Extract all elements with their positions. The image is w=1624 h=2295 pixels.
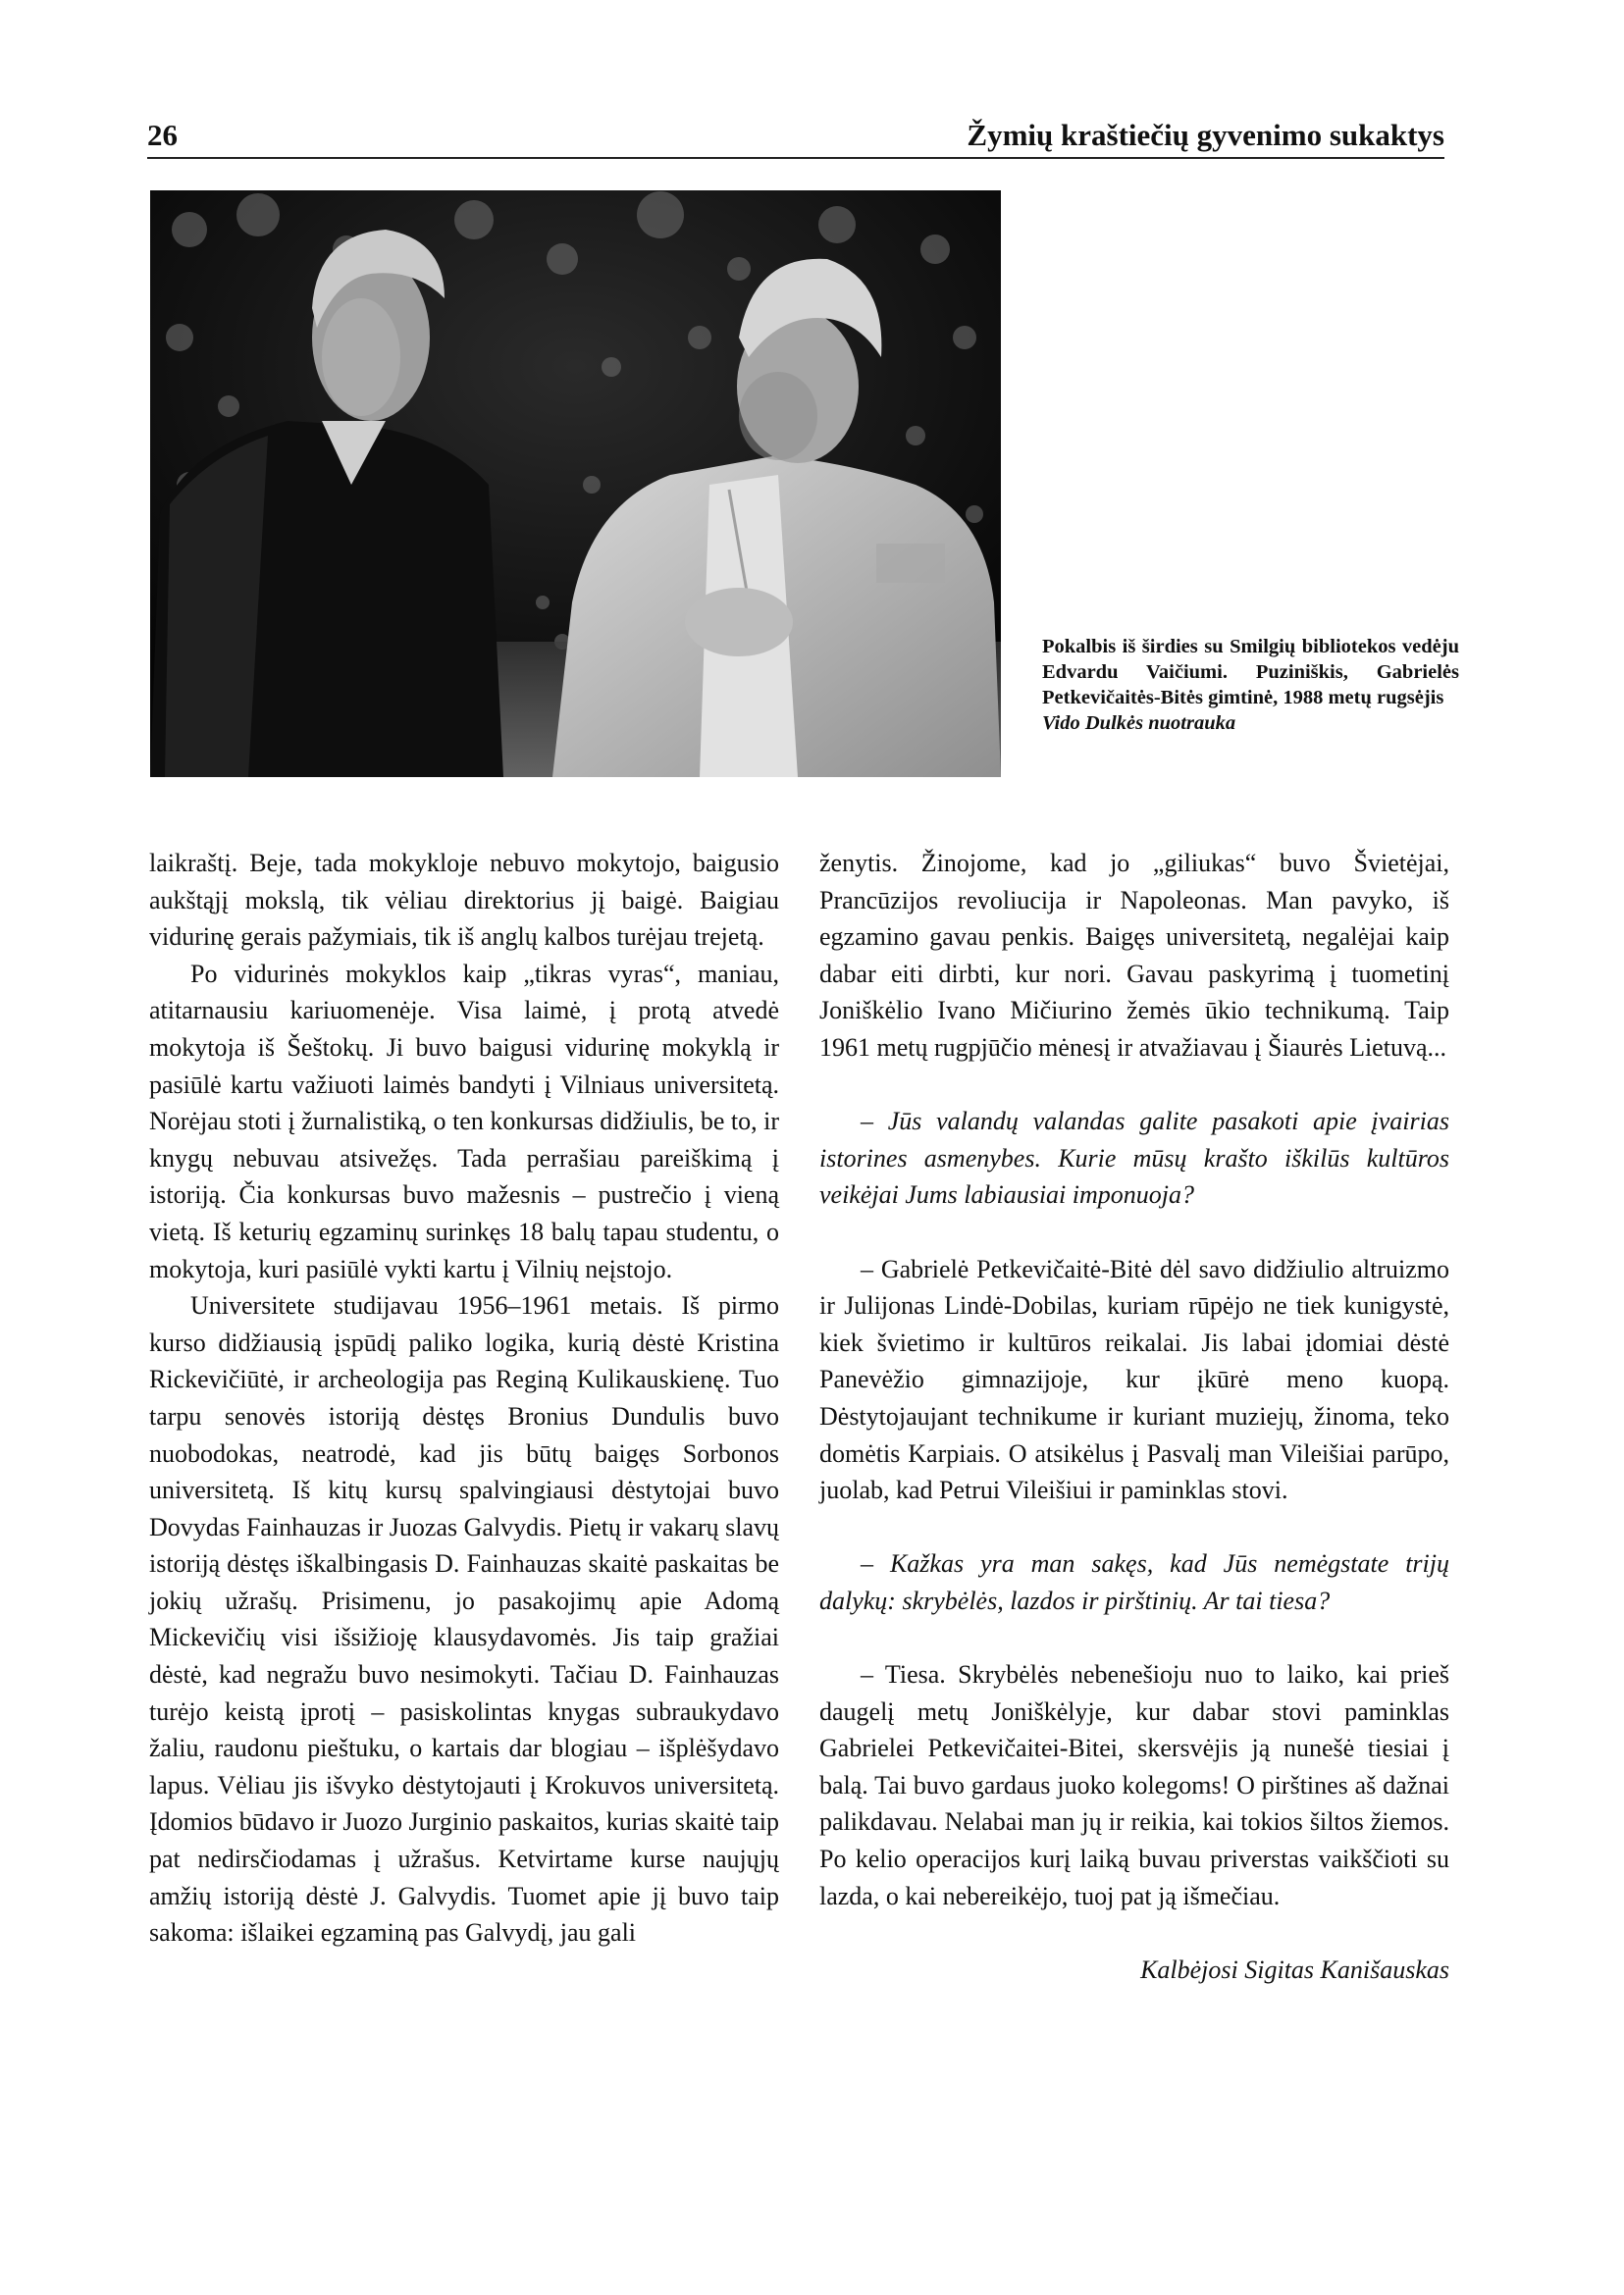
paragraph: laikraštį. Beje, tada mokykloje nebuvo mokytojo, baigusio aukštąjį mokslą, tik vėliau direktorius jį baigė. Baigiau vidurinę gerais pažymiais, tik iš anglų kalbos turėjau trejetą. <box>149 849 779 952</box>
paragraph: Po vidurinės mokyklos kaip „tikras vyras“, maniau, atitarnausiu kariuomenėje. Visa laimė, į protą atvedė mokytoja iš Šeštokų. Ji buvo baigusi vidurinę mokyklą ir pasiūlė kartu važiuoti laimės bandyti į Vilniaus universitetą. Norėjau stoti į žurnalistiką, o ten konkursas didžiulis, be to, ir knygų nebuvau atsivežęs. Tada perrašiau pareiškimą į istoriją. Čia konkursas buvo mažesnis – pustrečio į vieną vietą. Iš keturių egzaminų surinkęs 18 balų tapau studentu, o mokytoja, kuri pasiūlė vykti kartu į Vilnių neįstojo. <box>149 959 779 1283</box>
interview-question: – Kažkas yra man sakęs, kad Jūs nemėgstate trijų dalykų: skrybėlės, lazdos ir pirštinių. Ar tai tiesa? <box>819 1549 1449 1615</box>
photograph <box>150 190 1001 777</box>
page-number: 26 <box>147 118 178 152</box>
spacer <box>819 1214 1449 1251</box>
paragraph: Universitete studijavau 1956–1961 metais. Iš pirmo kurso didžiausią įspūdį paliko logika, kurią dėstė Kristina Rickevičiūtė, ir archeologija pas Reginą Kulikauskienę. Tuo tarpu senovės istoriją dėstęs Bronius Dundulis buvo nuobodokas, neatrodė, kad jis būtų baigęs Sorbonos universitetą. Iš kitų kursų spalvingiausi dėstytojai buvo Dovydas Fainhauzas ir Juozas Galvydis. Pietų ir vakarų slavų istoriją dėstęs iškalbingasis D. Fainhauzas skaitė paskaitas be jokių užrašų. Prisimenu, jo pasakojimų apie Adomą Mickevičių visi išsižioję klausydavomės. Jis taip gražiai dėstė, kad negražu buvo nesimokyti. Tačiau D. Fainhauzas turėjo keistą įprotį – pasiskolintas knygas subraukydavo žaliu, raudonu pieštuku, o kartais dar blogiau – išplėšydavo lapus. Vėliau jis išvyko dėstytojauti į Krokuvos universitetą. Įdomios būdavo ir Juozo Jurginio paskaitos, kurias skaitė taip pat nedirsčiodamas į užrašus. Ketvirtame kurse naujųjų amžių istoriją dėstė J. Galvydis. Tuomet apie jį buvo taip sakoma: išlaikei egzaminą pas Galvydį, jau gali <box>149 1291 779 1948</box>
spacer <box>819 1914 1449 1952</box>
spacer <box>819 1509 1449 1546</box>
spacer <box>819 1619 1449 1656</box>
photo-caption <box>1042 634 1459 736</box>
caption-text: Pokalbis iš širdies su Smilgių bibliotekos vedėju Edvardu Vaičiumi. Puziniškis, Gabrielės Petkevičaitės-Bitės gimtinė, 1988 metų rugsėjis <box>1042 636 1459 708</box>
interview-question: – Jūs valandų valandas galite pasakoti apie įvairias istorines asmenybes. Kurie mūsų krašto iškilūs kultūros veikėjai Jums labiausiai imponuoja? <box>819 1107 1449 1210</box>
answer-paragraph: – Tiesa. Skrybėlės nebenešioju nuo to laiko, kai prieš daugelį metų Joniškėlyje, kur dabar stovi paminklas Gabrielei Petkevičaitei-Bitei, skersvėjis ją nunešė tiesiai į balą. Tai buvo gardaus juoko kolegoms! O pirštines aš dažnai palikdavau. Nelabai man jų ir reikia, kai tokios šiltos žiemos. Po kelio operacijos kurį laiką buvau priverstas vaikščioti su lazda, o kai nebereikėjo, tuoj pat ją išmečiau. <box>819 1660 1449 1910</box>
right-column <box>819 845 1449 1988</box>
answer-paragraph: – Gabrielė Petkevičaitė-Bitė dėl savo didžiulio altruizmo ir Julijonas Lindė-Dobilas, kuriam rūpėjo ne tiek kunigystė, kiek švietimo ir kultūros reikalai. Jis labai įdomiai dėstė Panevėžio gimnazijoje, kur įkūrė meno kuopą. Dėstytojaujant technikume ir kuriant muziejų, žinoma, teko domėtis Karpiais. O atsikėlus į Pasvalį man Vileišiai parūpo, juolab, kad Petrui Vileišiui ir paminklas stovi. <box>819 1254 1449 1505</box>
answer-paragraph: ženytis. Žinojome, kad jo „giliukas“ buvo Švietėjai, Prancūzijos revoliucija ir Napoleonas. Man pavyko, iš egzamino gavau penkis. Baigęs universitetą, negalėjai kaip dabar eiti dirbti, kur nori. Gavau paskyrimą į tuometinį Joniškėlio Ivano Mičiurino žemės ūkio technikumą. Taip 1961 metų rugpjūčio mėnesį ir atvažiavau į Šiaurės Lietuvą... <box>819 849 1449 1062</box>
header-rule <box>147 157 1444 159</box>
running-title: Žymių kraštiečių gyvenimo sukaktys <box>967 118 1444 152</box>
photo-image <box>150 190 1001 777</box>
left-column <box>149 845 779 1952</box>
photo-credit: Vido Dulkės nuotrauka <box>1042 712 1236 734</box>
spacer <box>819 1067 1449 1104</box>
author-signature: Kalbėjosi Sigitas Kanišauskas <box>1140 1955 1449 1984</box>
